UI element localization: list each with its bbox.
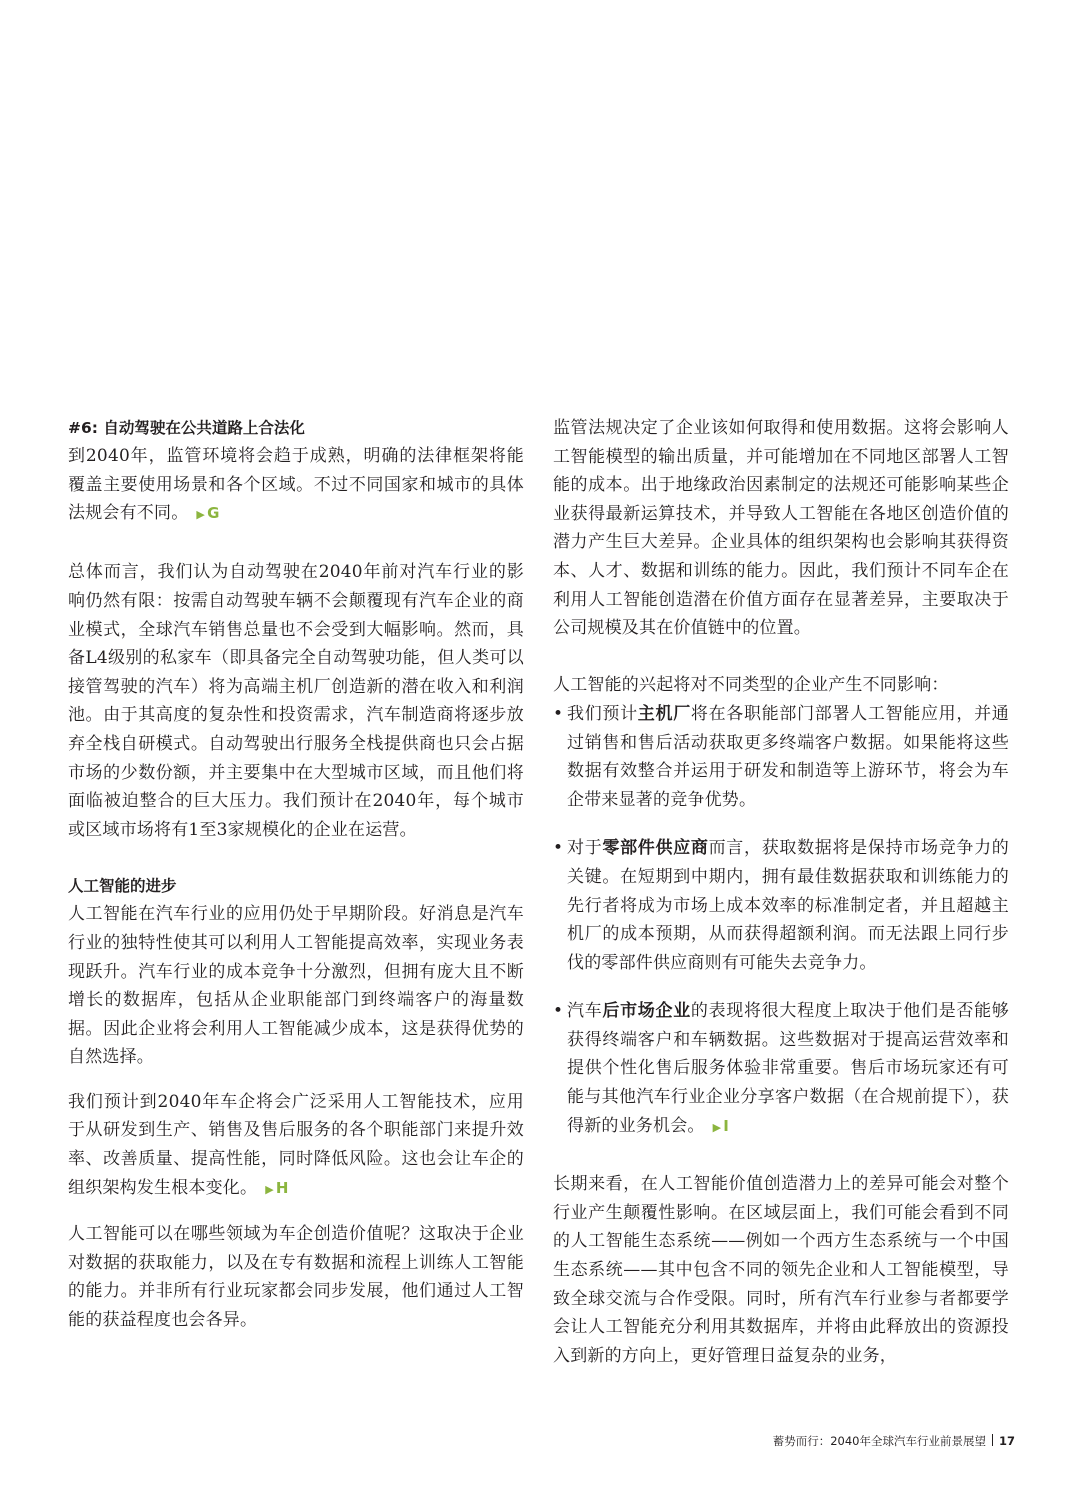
impact-list bbox=[553, 700, 1009, 1142]
ai-progress-heading: 人工智能的进步 bbox=[68, 877, 177, 896]
long-term-paragraph: 长期来看，在人工智能价值创造潜力上的差异可能会对整个行业产生颠覆性影响。在区域层面上，我们可能会看到不同的人工智能生态系统——例如一个西方生态系统与一个中国生态系统——其中包含不同的领先企业和人工智能模型，导致全球交流与合作受限。同时，所有汽车行业参与者都要学会让人工智能充分利用其数据库，并将由此释放出的资源投入到新的方向上，更好管理日益复杂的业务， bbox=[553, 1174, 1009, 1366]
page-number: 17 bbox=[998, 1434, 1015, 1448]
ai-paragraph-1: 人工智能在汽车行业的应用仍处于早期阶段。好消息是汽车行业的独特性使其可以利用人工智能提高效率，实现业务表现跃升。汽车行业的成本竞争十分激烈，但拥有庞大且不断增长的数据库，包括从企业职能部门到终端客户的海量数据。因此企业将会利用人工智能减少成本，这是获得优势的自然选择。 bbox=[68, 904, 524, 1068]
play-triangle-icon: ▶ bbox=[712, 1120, 722, 1134]
section-6-body bbox=[68, 442, 524, 530]
exhibit-ref-i[interactable]: ▶ I bbox=[712, 1116, 730, 1135]
play-triangle-icon: ▶ bbox=[265, 1182, 274, 1196]
bullet-dot: • bbox=[553, 1001, 564, 1022]
summary-paragraph: 总体而言，我们认为自动驾驶在2040年前对汽车行业的影响仍然有限：按需自动驾驶车辆不会颠覆现有汽车企业的商业模式，全球汽车销售总量也不会受到大幅影响。然而，具备L4级别的私家车（即具备完全自动驾驶功能，但人类可以接管驾驶的汽车）将为高端主机厂创造新的潜在收入和利润池。由于其高度的复杂性和投资需求，汽车制造商将逐步放弃全栈自研模式。自动驾驶出行服务全栈提供商也只会占据市场的少数份额，并主要集中在大型城市区域，而且他们将面临被迫整合的巨大压力。我们预计在2040年，每个城市或区域市场将有1至3家规模化的企业在运营。 bbox=[68, 562, 524, 840]
footer-divider bbox=[992, 1434, 993, 1446]
ai-paragraph-2-text: 我们预计到2040年车企将会广泛采用人工智能技术，应用于从研发到生产、销售及售后服务的各个职能部门来提升效率、改善质量、提高性能，同时降低风险。这也会让车企的组织架构发生根本变化。 bbox=[68, 1091, 524, 1198]
footer-title: 蓄势而行：2040年全球汽车行业前景展望 bbox=[772, 1434, 986, 1448]
bullet-dot: • bbox=[553, 703, 564, 724]
exhibit-ref-g[interactable]: ▶ G bbox=[196, 504, 220, 523]
impact-intro: 人工智能的兴起将对不同类型的企业产生不同影响： bbox=[553, 675, 949, 696]
bullet-dot: • bbox=[553, 838, 564, 859]
ai-paragraph-3: 人工智能可以在哪些领域为车企创造价值呢？这取决于企业对数据的获取能力，以及在专有数据和流程上训练人工智能的能力。并非所有行业玩家都会同步发展，他们通过人工智能的获益程度也会各异。 bbox=[68, 1224, 524, 1331]
right-column bbox=[553, 414, 1009, 1370]
section-6-text: 到2040年，监管环境将会趋于成熟，明确的法律框架将能覆盖主要使用场景和各个区域。不过不同国家和城市的具体法规会有不同。 bbox=[68, 446, 524, 524]
play-triangle-icon: ▶ bbox=[196, 508, 206, 522]
ai-paragraph-2 bbox=[68, 1088, 524, 1204]
exhibit-ref-h[interactable]: ▶ H bbox=[265, 1178, 289, 1197]
regulation-paragraph: 监管法规决定了企业该如何取得和使用数据。这将会影响人工智能模型的输出质量，并可能增加在不同地区部署人工智能的成本。出于地缘政治因素制定的法规还可能影响某些企业获得最新运算技术，并导致人工智能在各地区创造价值的潜力产生巨大差异。企业具体的组织架构也会影响其获得资本、人才、数据和训练的能力。因此，我们预计不同车企在利用人工智能创造潜在价值方面存在显著差异，主要取决于公司规模及其在价值链中的位置。 bbox=[553, 418, 1009, 639]
section-6-heading: #6: 自动驾驶在公共道路上合法化 bbox=[68, 419, 305, 437]
left-column bbox=[68, 414, 524, 1335]
list-item-supplier: • 对于零部件供应商而言，获取数据将是保持市场竞争力的关键。在短期到中期内，拥有最佳数据获取和训练能力的先行者将成为市场上成本效率的标准制定者，并且超越主机厂的成本预期，从而获得超额利润。而无法跟上同行步伐的零部件供应商则有可能失去竞争力。 bbox=[553, 834, 1009, 977]
list-item-aftermarket: • 汽车后市场企业的表现将很大程度上取决于他们是否能够获得终端客户和车辆数据。这些数据对于提高运营效率和提供个性化售后服务体验非常重要。售后市场玩家还有可能与其他汽车行业企业分享客户数据（在合规前提下），获得新的业务机会。 ▶ I bbox=[553, 997, 1009, 1142]
list-item-oem: • 我们预计主机厂将在各职能部门部署人工智能应用，并通过销售和售后活动获取更多终端客户数据。如果能将这些数据有效整合并运用于研发和制造等上游环节，将会为车企带来显著的竞争优势。 bbox=[553, 700, 1009, 814]
page-footer bbox=[773, 1433, 1015, 1449]
